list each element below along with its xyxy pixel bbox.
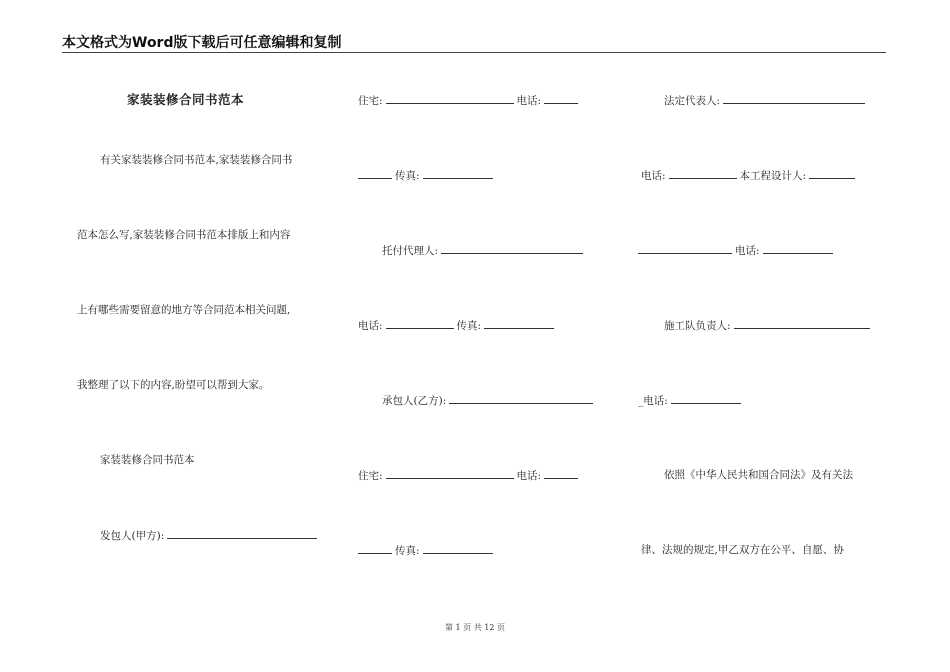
phone-field-6[interactable] [671,392,741,404]
phone-fax-row-2 [358,317,557,333]
phone-label-6: _电话: [638,395,668,407]
party-a-row [100,527,320,543]
page-unit: 页 [463,623,472,632]
party-a-label: 发包人(甲方): [100,530,165,542]
clause-line-2: 律、法规的规定,甲乙双方在公平、自愿、协 [641,544,844,556]
party-b-field[interactable] [449,392,593,404]
phone-label-1: 电话: [516,95,542,107]
phone-field-1[interactable] [544,92,578,104]
designer-row [641,167,858,183]
phone-label-2: 电话: [358,320,383,332]
designer-field[interactable] [809,167,855,179]
agent-row [382,242,586,258]
foreman-row [664,317,873,333]
legal-rep-row [664,92,868,108]
header-divider [62,52,886,53]
address-row-2 [358,467,581,483]
page-header-banner: 本文格式为Word版下载后可任意编辑和复制 [62,35,342,51]
intro-line-1: 有关家装装修合同书范本,家装装修合同书 [100,154,293,166]
party-a-field[interactable] [167,527,317,539]
phone-field-3[interactable] [544,467,578,479]
phone-field-5[interactable] [763,242,833,254]
fax-label-2: 传真: [456,320,482,332]
designer-field-cont[interactable] [638,242,732,254]
foreman-field[interactable] [734,317,870,329]
address-field-2[interactable] [386,467,514,479]
address-label-2: 住宅: [358,470,383,482]
total-word: 共 [473,623,482,632]
agent-label: 托付代理人: [382,245,439,257]
phone-field-4[interactable] [669,167,737,179]
fax-label-1: 传真: [395,170,420,182]
fax-field-2[interactable] [484,317,554,329]
phone-label-3: 电话: [516,470,542,482]
party-b-label: 承包人(乙方): [382,395,447,407]
address-label-1: 住宅: [358,95,383,107]
intro-line-3: 上有哪些需要留意的地方等合同范本相关问题, [77,304,291,316]
page-number-footer [0,622,950,634]
fax-row-3 [358,542,496,558]
phone-field-1-cont[interactable] [358,167,392,179]
legal-rep-label: 法定代表人: [664,95,721,107]
page-word: 第 [444,623,453,632]
intro-line-2: 范本怎么写,家装装修合同书范本排版上和内容 [77,229,291,241]
total-pages: 12 [484,623,495,632]
intro-line-4: 我整理了以下的内容,盼望可以帮到大家。 [77,379,270,391]
foreman-label: 施工队负责人: [664,320,731,332]
fax-field-3[interactable] [423,542,493,554]
agent-field[interactable] [441,242,583,254]
foreman-phone-row [638,392,744,408]
fax-field-1[interactable] [423,167,493,179]
designer-phone-row [638,242,836,258]
phone-label-4: 电话: [641,170,666,182]
document-title: 家装装修合同书范本 [127,92,245,107]
legal-rep-field[interactable] [723,92,865,104]
fax-label-3: 传真: [395,545,420,557]
clause-line-1: 依照《中华人民共和国合同法》及有关法 [664,469,853,481]
phone-field-2[interactable] [386,317,454,329]
fax-row-1 [358,167,496,183]
designer-label: 本工程设计人: [739,170,807,182]
page-number: 1 [455,623,461,632]
phone-label-5: 电话: [735,245,760,257]
party-b-row [382,392,596,408]
address-field-1[interactable] [386,92,514,104]
total-unit: 页 [497,623,505,632]
phone-field-3-cont[interactable] [358,542,392,554]
contract-subtitle: 家装装修合同书范本 [100,454,195,466]
address-row-1 [358,92,581,108]
